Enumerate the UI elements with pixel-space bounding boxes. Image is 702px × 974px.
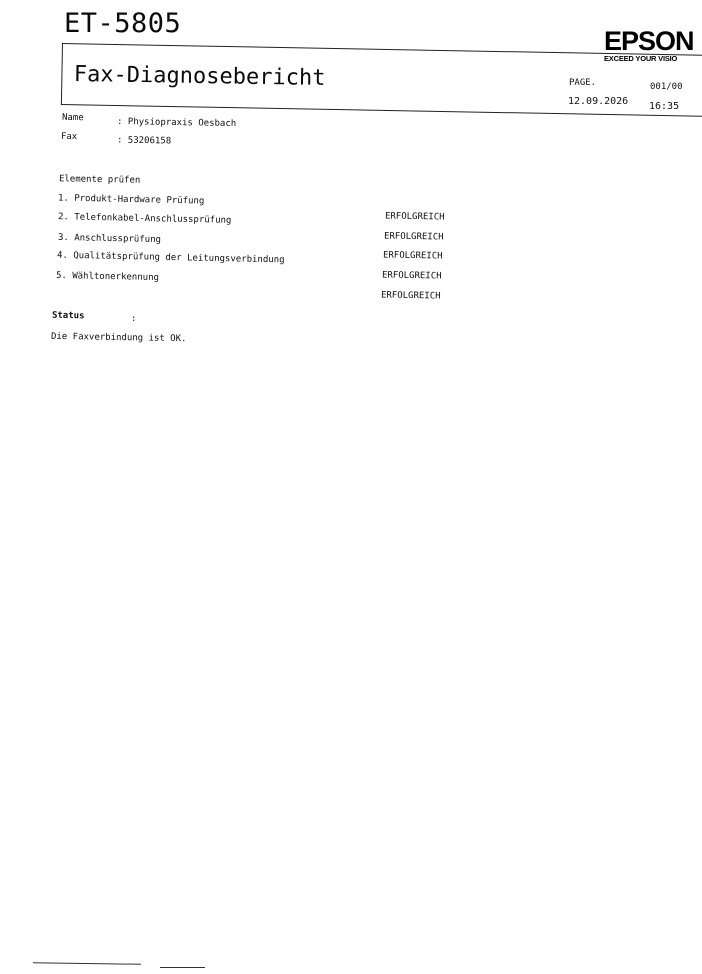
check-item-label: 3. Anschlussprüfung [57,232,162,246]
brand-tagline: EXCEED YOUR VISIO [604,54,678,63]
status-colon: : [131,314,137,324]
status-message: Die Faxverbindung ist OK. [50,331,187,345]
check-item-label: 1. Produkt-Hardware Prüfung [57,193,205,207]
check-item-result: ERFOLGREICH [380,290,441,302]
fax-label: Fax [60,131,78,143]
footer-rule [33,962,141,965]
report-time: 16:35 [649,101,680,112]
check-item-label: 5. Wähltonerkennung [55,270,160,284]
check-item-result: ERFOLGREICH [383,231,444,243]
status-label: Status [51,310,85,322]
name-label: Name [61,112,84,124]
page-number: 001/00 [650,82,683,92]
check-item-result: ERFOLGREICH [381,270,442,282]
report-date: 12.09.2026 [568,96,629,107]
check-item-label: 2. Telefonkabel-Anschlussprüfung [57,212,232,226]
check-item-label: 4. Qualitätsprüfung der Leitungsverbindung [56,250,285,266]
fax-value: : 53206158 [116,135,172,147]
footer-rule [160,967,205,968]
check-item-result: ERFOLGREICH [382,250,443,262]
model-number: ET-5805 [64,8,182,39]
report-title: Fax-Diagnosebericht [73,62,326,91]
checks-heading: Elemente prüfen [58,174,141,186]
page-label: PAGE. [569,78,597,88]
name-value: : Physiopraxis Oesbach [116,116,237,130]
brand-name: EPSON [604,26,694,56]
check-item-result: ERFOLGREICH [384,211,445,223]
